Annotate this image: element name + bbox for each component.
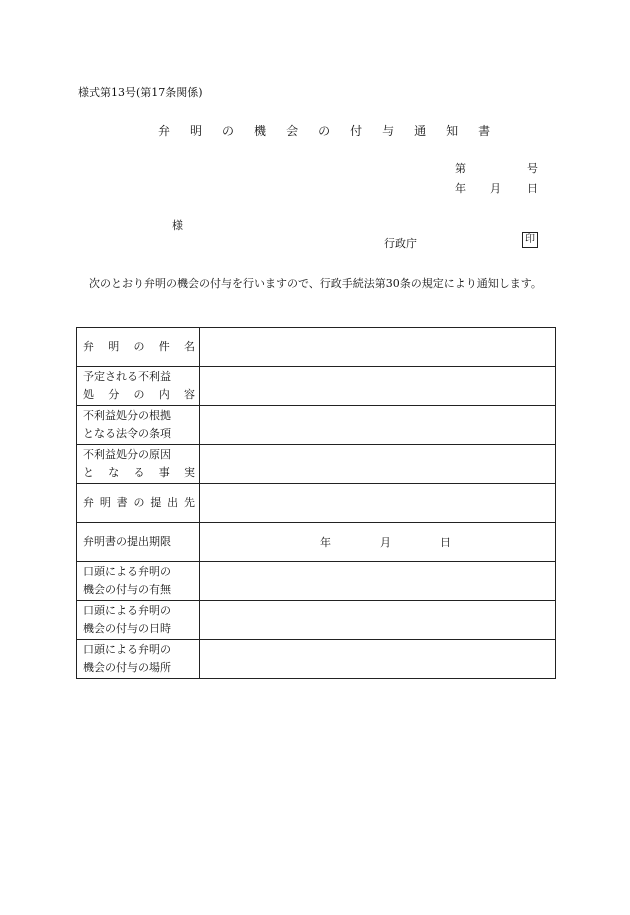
table-row — [77, 406, 556, 445]
label-char: の — [133, 388, 145, 401]
title-char: 与 — [382, 124, 395, 138]
row-label — [77, 406, 200, 445]
title-char: 知 — [446, 124, 459, 138]
notice-table — [76, 327, 556, 679]
label-char: な — [108, 466, 120, 479]
row-label — [77, 367, 200, 406]
row-label — [77, 640, 200, 679]
row-label-line — [83, 338, 195, 356]
title-char: 機 — [254, 124, 267, 138]
table-row — [77, 445, 556, 484]
label-char: 容 — [184, 388, 195, 401]
label-char: 提 — [150, 496, 162, 509]
table-row — [77, 328, 556, 367]
row-value[interactable] — [200, 367, 556, 406]
form-number: 様式第13号(第17条関係) — [78, 86, 203, 99]
row-value[interactable] — [200, 484, 556, 523]
row-value[interactable] — [200, 640, 556, 679]
row-label — [77, 562, 200, 601]
seal-mark: 印 — [522, 232, 538, 248]
table-row — [77, 640, 556, 679]
row-label — [77, 484, 200, 523]
label-char: 明 — [99, 496, 111, 509]
row-label-line: 機会の付与の日時 — [83, 622, 171, 635]
row-label-line: となる法令の条項 — [83, 427, 171, 440]
date-day: 日 — [527, 182, 538, 195]
row-label — [77, 601, 200, 640]
label-char: 実 — [184, 466, 195, 479]
label-char: の — [133, 340, 145, 353]
row-label-line: 機会の付与の有無 — [83, 583, 171, 596]
title-char: 通 — [414, 124, 427, 138]
label-char: 処 — [83, 388, 94, 401]
notice-body: 次のとおり弁明の機会の付与を行いますので、行政手続法第30条の規定により通知します。 — [89, 277, 542, 290]
deadline-day: 日 — [440, 536, 451, 549]
label-char: 出 — [167, 496, 179, 509]
doc-number-prefix: 第 — [455, 162, 466, 175]
row-label-line — [83, 464, 195, 482]
row-label — [77, 445, 200, 484]
label-char: 分 — [108, 388, 120, 401]
row-label-line — [83, 494, 195, 512]
table-row — [77, 562, 556, 601]
label-char: 書 — [116, 496, 128, 509]
document-title — [158, 122, 510, 139]
title-char: 弁 — [158, 124, 171, 138]
row-value[interactable] — [200, 406, 556, 445]
table-row — [77, 601, 556, 640]
row-label-line: 口頭による弁明の — [83, 604, 171, 617]
title-char: の — [222, 124, 235, 138]
row-label-line: 弁明書の提出期限 — [83, 535, 171, 548]
addressee-suffix: 様 — [172, 219, 183, 232]
deadline-year: 年 — [320, 536, 331, 549]
label-char: 明 — [108, 340, 120, 353]
title-char: 付 — [350, 124, 363, 138]
row-label-line: 予定される不利益 — [83, 370, 171, 383]
label-char: 件 — [158, 340, 170, 353]
label-char: 内 — [158, 388, 170, 401]
row-value[interactable] — [200, 523, 556, 562]
row-label-line: 不利益処分の原因 — [83, 448, 171, 461]
date-month: 月 — [490, 182, 501, 195]
row-value[interactable] — [200, 601, 556, 640]
label-char: の — [133, 496, 145, 509]
row-value[interactable] — [200, 445, 556, 484]
label-char: と — [83, 466, 94, 479]
label-char: 弁 — [83, 496, 94, 509]
label-char: 先 — [183, 496, 195, 509]
deadline-month: 月 — [380, 536, 391, 549]
label-char: 事 — [158, 466, 170, 479]
doc-number-suffix: 号 — [527, 162, 538, 175]
issuing-agency: 行政庁 — [384, 237, 417, 250]
table-row — [77, 484, 556, 523]
row-value[interactable] — [200, 562, 556, 601]
row-label-line: 機会の付与の場所 — [83, 661, 171, 674]
row-label-line: 口頭による弁明の — [83, 565, 171, 578]
title-char: の — [318, 124, 331, 138]
row-label-line: 不利益処分の根拠 — [83, 409, 171, 422]
label-char: る — [133, 466, 145, 479]
row-label — [77, 328, 200, 367]
label-char: 名 — [184, 340, 195, 353]
row-label — [77, 523, 200, 562]
title-char: 明 — [190, 124, 203, 138]
row-label-line — [83, 386, 195, 404]
row-value[interactable] — [200, 328, 556, 367]
table-row — [77, 523, 556, 562]
table-row — [77, 367, 556, 406]
title-char: 書 — [478, 124, 491, 138]
label-char: 弁 — [83, 340, 94, 353]
date-year: 年 — [455, 182, 466, 195]
row-label-line: 口頭による弁明の — [83, 643, 171, 656]
title-char: 会 — [286, 124, 299, 138]
